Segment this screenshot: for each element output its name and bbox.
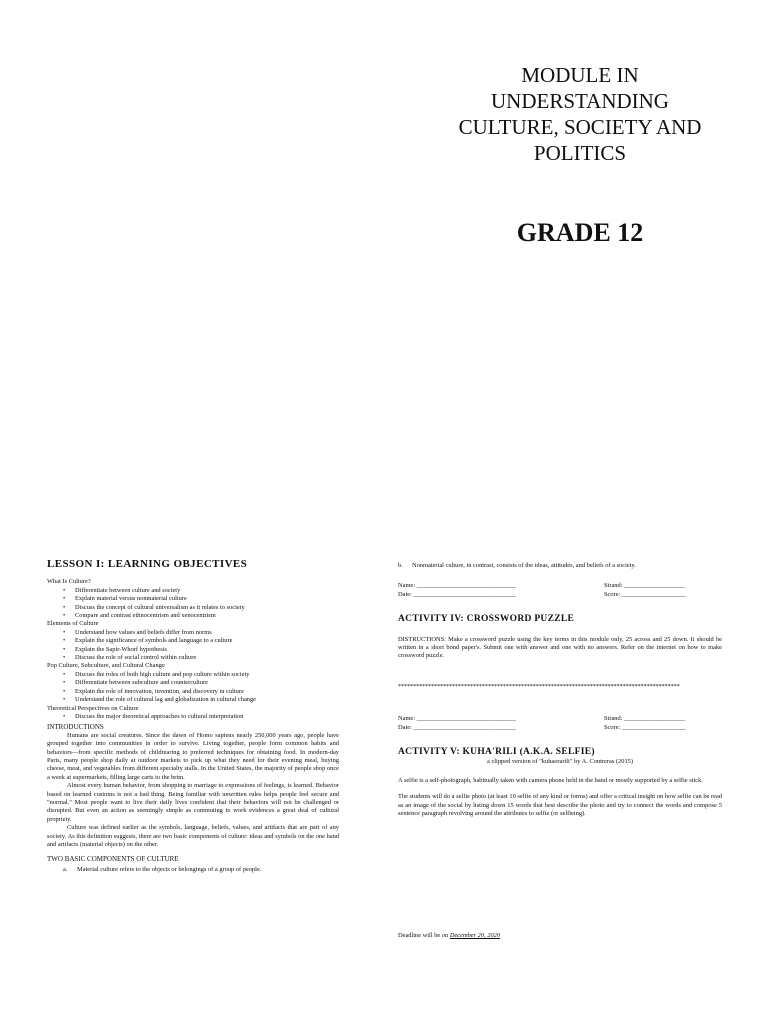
deadline-note xyxy=(398,932,500,940)
intro-paragraph: Culture was defined earlier as the symbols, language, beliefs, values, and artifacts that are part of any society. As this definition suggests, there are two basic components of culture: ideas and symbols on the one hand and artifacts (material objects) on the other. xyxy=(47,824,339,848)
date-field[interactable]: Date: ________________________________ xyxy=(398,723,516,731)
section-title: Elements of Culture xyxy=(47,620,99,628)
component-item xyxy=(63,866,339,874)
name-field[interactable]: Name: _______________________________ xyxy=(398,715,516,723)
section-title: Pop Culture, Subculture, and Cultural Change xyxy=(47,662,165,670)
objective-item: • Differentiate between culture and society xyxy=(67,587,339,595)
objective-item: • Explain the role of innovation, invention, and discovery in culture xyxy=(67,688,339,696)
objective-item: • Differentiate between subculture and counterculture xyxy=(67,679,339,687)
left-column xyxy=(47,560,339,874)
objective-list xyxy=(47,713,339,721)
components-heading: TWO BASIC COMPONENTS OF CULTURE xyxy=(47,855,179,864)
component-list xyxy=(398,562,722,570)
activity-5-paragraph: A selfie is a self-photograph, habitually taken with camera phone held in the hand or mostly supported by a selfie stick. xyxy=(398,776,703,784)
activity-5-subtitle: a clipped version of "kuhaorarili" by A. Contreras (2015) xyxy=(487,758,633,766)
component-list xyxy=(63,866,339,874)
component-item xyxy=(398,562,722,570)
deadline-date: December 20, 2020 xyxy=(449,932,501,939)
name-strand-row xyxy=(398,715,722,723)
strand-field[interactable]: Strand: ___________________ xyxy=(604,715,685,723)
score-field[interactable]: Score: ____________________ xyxy=(604,590,686,598)
objective-item: • Discuss the concept of cultural universalism as it relates to society xyxy=(67,604,339,612)
lesson-heading: LESSON I: LEARNING OBJECTIVES xyxy=(47,558,248,570)
component-text: Nonmaterial culture, in contrast, consists of the ideas, attitudes, and beliefs of a society. xyxy=(412,562,636,569)
activity-5-paragraph: The students will do a selfie photo (at least 10 selfie of any kind or forms) and offer a critical insight on how selfie can be read as an image of the social by listing down 15 words that best describe the photo and try to connect the words and compose 5 sentence paragraph revolving around the attributes to selfie (or selfieing). xyxy=(398,793,722,818)
date-field[interactable]: Date: ________________________________ xyxy=(398,590,516,598)
objective-item: • Understand how values and beliefs differ from norms xyxy=(67,629,339,637)
title-line-3: CULTURE, SOCIETY AND xyxy=(458,115,702,139)
activity-5-heading: ACTIVITY V: KUHA'RILI (A.K.A. SELFIE) xyxy=(398,747,595,757)
component-label: b. xyxy=(398,562,403,569)
activity-4-heading: ACTIVITY IV: CROSSWORD PUZZLE xyxy=(398,614,575,625)
objective-list xyxy=(47,629,339,663)
strand-field[interactable]: Strand: ___________________ xyxy=(604,582,685,590)
right-column xyxy=(398,560,722,939)
introduction-heading: INTRODUCTIONS xyxy=(47,723,104,732)
title-line-4: POLITICS xyxy=(533,141,627,165)
objective-item: • Understand the role of cultural lag and globalization in cultural change xyxy=(67,696,339,704)
objective-item: • Compare and contrast ethnocentrism and xenocentrism xyxy=(67,612,339,620)
section-title: What Is Culture? xyxy=(47,578,91,586)
intro-paragraph: Humans are social creatures. Since the dawn of Homo sapiens nearly 250,000 years ago, people have grouped together into communities in order to survive. Living together, people form common habits and behaviors—from specific methods of childrearing to preferred techniques for obtaining food. In modern-day Paris, many people shop daily at outdoor markets to pick up what they need for their evening meal, buying cheese, meat, and vegetables from different specialty stalls. In the United States, the majority of people shop once a week at supermarkets, filling large carts to the brim. xyxy=(47,731,339,781)
title-line-2: UNDERSTANDING xyxy=(491,89,669,113)
grade-heading: GRADE 12 xyxy=(516,218,644,247)
component-text: Material culture refers to the objects or belongings of a group of people. xyxy=(77,865,262,873)
objective-item: • Explain material versus nonmaterial culture xyxy=(67,595,339,603)
objective-item: • Explain the significance of symbols and language to a culture xyxy=(67,637,339,645)
objective-item: • Explain the Sapir-Whorf hypothesis xyxy=(67,646,339,654)
activity-4-instructions: DISTRUCTIONS: Make a crossword puzzle using the key terms in this module only, 25 across and 25 down. It should be written in a short bond paper's. Submit one with answer and one with no answers. Refer on the internet on how to make crossword puzzle. xyxy=(398,635,722,660)
star-divider: ********************************************************************************************** xyxy=(398,682,680,690)
objective-item: • Discuss the roles of both high culture and pop culture within society xyxy=(67,671,339,679)
date-score-row xyxy=(398,724,722,732)
intro-paragraph: Almost every human behavior, from shopping to marriage to expressions of feelings, is learned. Behavior based on learned customs is not a bad thing. Being familiar with unwritten rules helps people feel secure and "normal." Most people want to live their daily lives confident that their behaviors will not be challenged or disrupted. But even an action as seemingly simple as commuting to work evidences a great deal of cultural propriety. xyxy=(47,782,339,823)
score-field[interactable]: Score: ____________________ xyxy=(604,723,686,731)
deadline-prefix: Deadline will be on xyxy=(398,932,450,939)
name-field[interactable]: Name: _______________________________ xyxy=(398,582,516,590)
objective-item: • Discuss the major theoretical approaches to cultural interpretation xyxy=(67,713,339,721)
objective-item: • Discuss the role of social control within culture xyxy=(67,654,339,662)
title-line-1: MODULE IN xyxy=(521,63,639,87)
component-label: a. xyxy=(63,865,68,873)
objective-list xyxy=(47,671,339,705)
objective-list xyxy=(47,587,339,621)
name-strand-row xyxy=(398,582,722,590)
module-title xyxy=(380,62,768,166)
date-score-row xyxy=(398,591,722,599)
section-title: Theoretical Perspectives on Culture xyxy=(47,704,139,712)
